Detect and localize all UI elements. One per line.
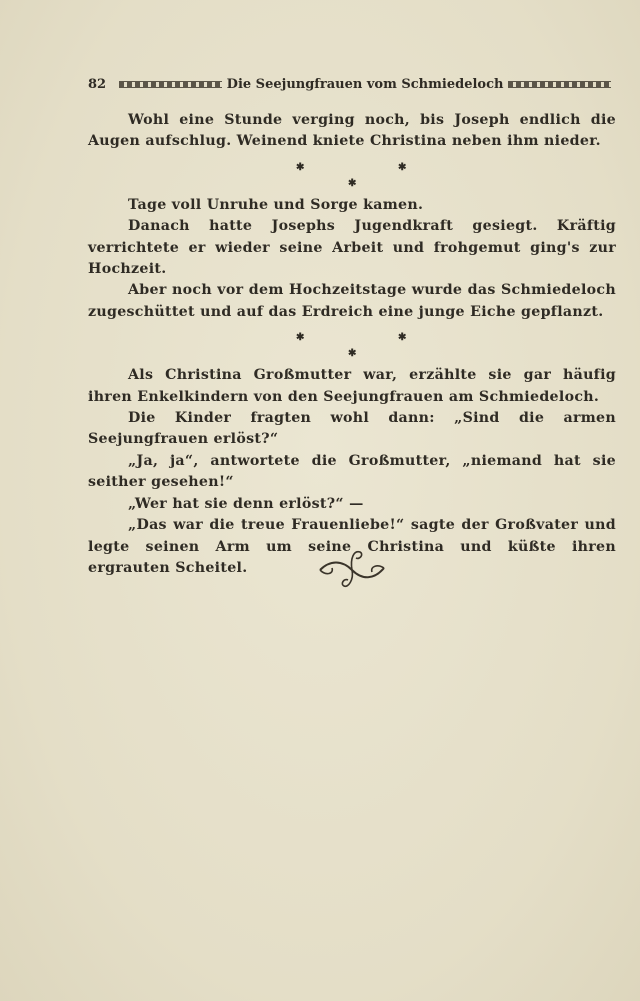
end-flourish-icon: [318, 546, 386, 592]
section-break-star: ✱: [348, 177, 357, 189]
header-ornament-right: [508, 81, 611, 88]
paragraph: „Ja, ja“, antwortete die Großmutter, „niemand hat sie seither gesehen!“: [88, 452, 616, 491]
paragraph: Tage voll Unruhe und Sorge kamen.: [128, 196, 424, 213]
paragraph: Aber noch vor dem Hochzeitstage wurde das Schmiedeloch zugeschüttet und auf das Erdreich eine junge Eiche gepflanzt.: [88, 282, 616, 320]
section-break: [88, 323, 616, 365]
paragraph: Die Kinder fragten wohl dann: „Sind die armen Seejungfrauen erlöst?“: [88, 410, 616, 448]
paragraph: „Das war die treue Frauenliebe!“ sagte der Großvater und legte seinen Arm um seine Christina und küßte ihren ergrauten Scheitel.: [88, 517, 616, 576]
section-break-star: ✱: [348, 348, 357, 360]
paragraph: Danach hatte Josephs Jugendkraft gesiegt. Kräftig verrichtete er wieder seine Arbeit und frohgemut ging's zur Hochzeit.: [88, 218, 616, 278]
page-number: 82: [88, 76, 107, 92]
section-break-star: ✱: [398, 161, 407, 173]
paragraph: Als Christina Großmutter war, erzählte sie gar häufig ihren Enkelkindern von den Seejungfrauen am Schmiedeloch.: [88, 367, 616, 405]
section-break-star: ✱: [296, 332, 305, 344]
section-break: [88, 153, 616, 195]
running-title: Die Seejungfrauen vom Schmiedeloch: [226, 76, 504, 92]
paragraph: Wohl eine Stunde verging noch, bis Joseph endlich die Augen aufschlug. Weinend kniete Christina neben ihm nieder.: [88, 112, 616, 150]
section-break-star: ✱: [296, 161, 305, 173]
paragraph: „Wer hat sie denn erlöst?“ —: [128, 495, 364, 512]
page-header: [88, 74, 616, 94]
section-break-star: ✱: [398, 332, 407, 344]
header-ornament-left: [119, 81, 222, 88]
body-text: [88, 110, 616, 579]
